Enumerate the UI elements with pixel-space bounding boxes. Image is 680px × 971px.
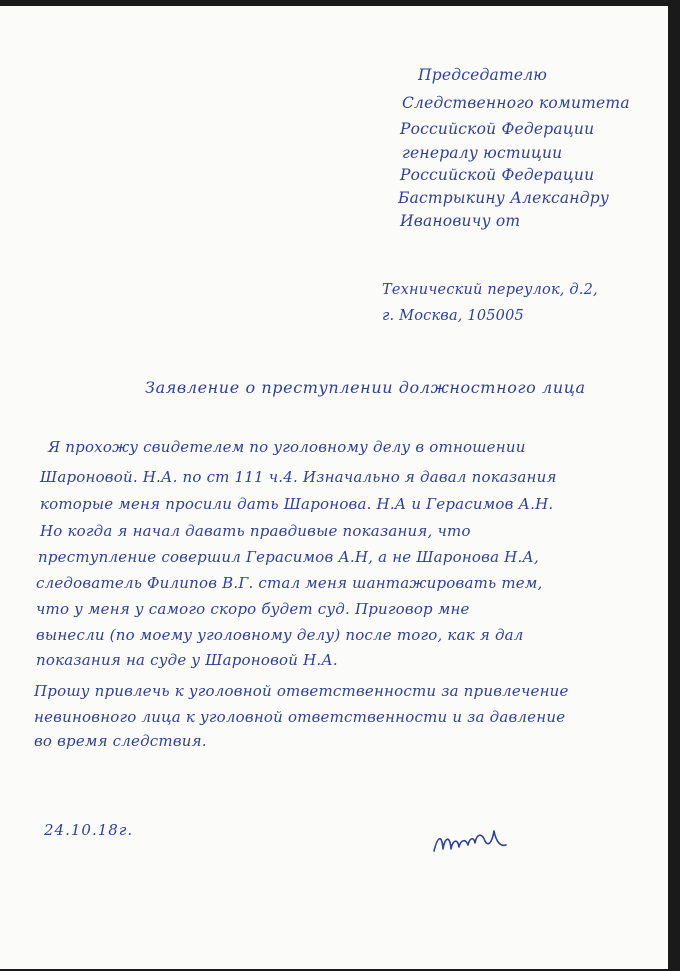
body-line: Прошу привлечь к уголовной ответственности за привлечение xyxy=(34,682,569,700)
addressee-line: генералу юстиции xyxy=(402,144,563,162)
body-line: Я прохожу свидетелем по уголовному делу в отношении xyxy=(48,438,526,456)
signature xyxy=(430,821,510,861)
body-line: следователь Филипов В.Г. стал меня шантажировать тем, xyxy=(36,574,543,592)
document-page xyxy=(0,6,668,969)
body-line: Шароновой. Н.А. по ст 111 ч.4. Изначально я давал показания xyxy=(40,468,557,486)
body-line: которые меня просили дать Шаронова. Н.А и Герасимов А.Н. xyxy=(40,495,554,513)
addressee-line: Российской Федерации xyxy=(400,166,595,184)
body-line: Но когда я начал давать правдивые показания, что xyxy=(40,522,471,540)
document-title: Заявление о преступлении должностного лица xyxy=(145,378,586,397)
addressee-line: Бастрыкину Александру xyxy=(398,189,610,207)
addressee-line: Ивановичу от xyxy=(400,212,521,230)
addressee-line: Российской Федерации xyxy=(400,120,595,138)
document-date: 24.10.18г. xyxy=(44,821,134,839)
address-line: г. Москва, 105005 xyxy=(382,308,524,324)
addressee-line: Следственного комитета xyxy=(402,94,630,112)
body-line: невиновного лица к уголовной ответственности и за давление xyxy=(34,708,566,726)
body-line: вынесли (по моему уголовному делу) после того, как я дал xyxy=(36,626,524,644)
body-line: показания на суде у Шароновой Н.А. xyxy=(36,651,338,669)
addressee-line: Председателю xyxy=(418,66,548,84)
body-line: преступление совершил Герасимов А.Н, а не Шаронова Н.А, xyxy=(38,548,539,566)
body-line: что у меня у самого скоро будет суд. Приговор мне xyxy=(36,600,470,618)
address-line: Технический переулок, д.2, xyxy=(382,282,598,298)
body-line: во время следствия. xyxy=(34,732,207,750)
